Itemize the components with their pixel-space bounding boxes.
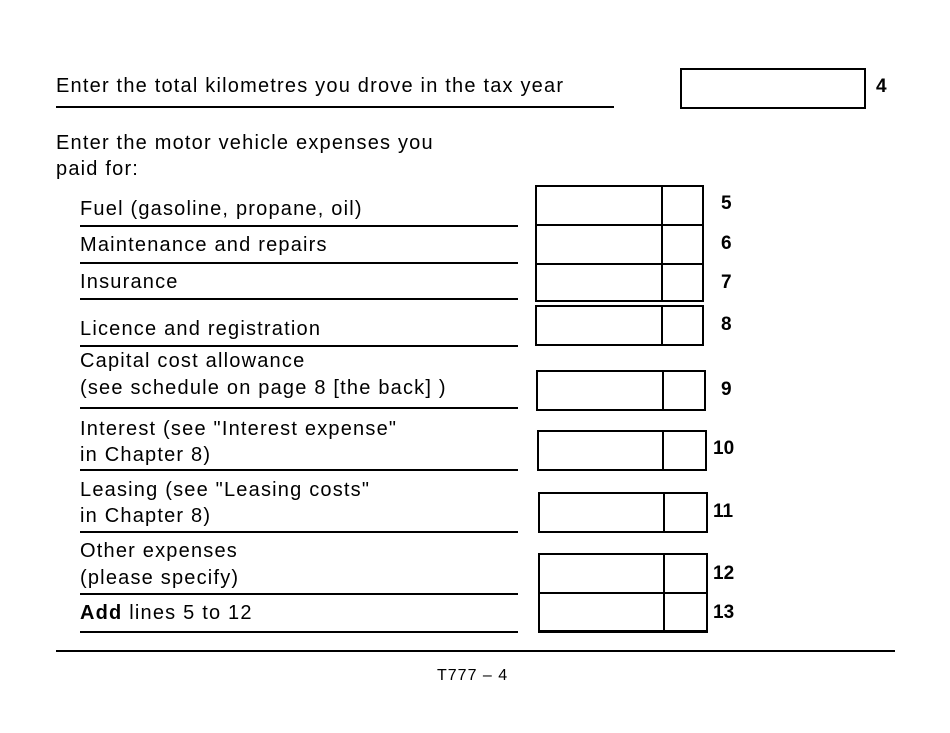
line-7-input[interactable] (535, 263, 704, 302)
line-7-number: 7 (721, 272, 732, 293)
line-6-label: Maintenance and repairs (80, 234, 328, 256)
line-11-underline (80, 531, 518, 533)
line-5-number: 5 (721, 193, 732, 214)
line-9-number: 9 (721, 379, 732, 400)
line-7-label: Insurance (80, 271, 179, 293)
line-9-label-1: Capital cost allowance (80, 350, 306, 372)
line-10-underline (80, 469, 518, 471)
line-8-input[interactable] (535, 305, 704, 346)
line-10-number: 10 (713, 438, 735, 459)
km-input[interactable] (680, 68, 866, 109)
footer-rule (56, 650, 895, 652)
line-5-label: Fuel (gasoline, propane, oil) (80, 198, 363, 220)
line-9-input[interactable] (536, 370, 706, 411)
expenses-intro-2: paid for: (56, 158, 140, 180)
line-13-label (80, 600, 253, 627)
line-11-label-2: in Chapter 8) (80, 505, 212, 527)
line-13-add: Add (80, 602, 123, 624)
line-12-underline (80, 593, 518, 595)
km-underline (56, 106, 614, 108)
line-13-input[interactable] (538, 592, 708, 633)
footer-page-label: T777 – 4 (437, 667, 509, 684)
line-6-number: 6 (721, 233, 732, 254)
line-12-label-1: Other expenses (80, 540, 238, 562)
km-label: Enter the total kilometres you drove in the tax year (56, 75, 565, 97)
line-7-underline (80, 298, 518, 300)
line-11-label-1: Leasing (see "Leasing costs" (80, 479, 371, 501)
line-6-underline (80, 262, 518, 264)
line-12-number: 12 (713, 563, 735, 584)
line-6-input[interactable] (535, 224, 704, 265)
line-13-underline (80, 631, 518, 633)
line-5-underline (80, 225, 518, 227)
line-10-label-2: in Chapter 8) (80, 444, 212, 466)
expenses-intro-1: Enter the motor vehicle expenses you (56, 132, 434, 154)
line-11-input[interactable] (538, 492, 708, 533)
line-8-label: Licence and registration (80, 318, 322, 340)
km-line-number: 4 (876, 76, 887, 97)
line-8-underline (80, 345, 518, 347)
line-10-input[interactable] (537, 430, 707, 471)
line-8-number: 8 (721, 314, 732, 335)
line-9-label-2: (see schedule on page 8 [the back] ) (80, 377, 447, 399)
line-9-underline (80, 407, 518, 409)
line-13-number: 13 (713, 602, 735, 623)
line-13-rest: lines 5 to 12 (122, 602, 253, 624)
line-11-number: 11 (713, 501, 734, 522)
line-10-label-1: Interest (see "Interest expense" (80, 418, 398, 440)
line-12-label-2: (please specify) (80, 567, 240, 589)
line-5-input[interactable] (535, 185, 704, 226)
line-12-input[interactable] (538, 553, 708, 594)
